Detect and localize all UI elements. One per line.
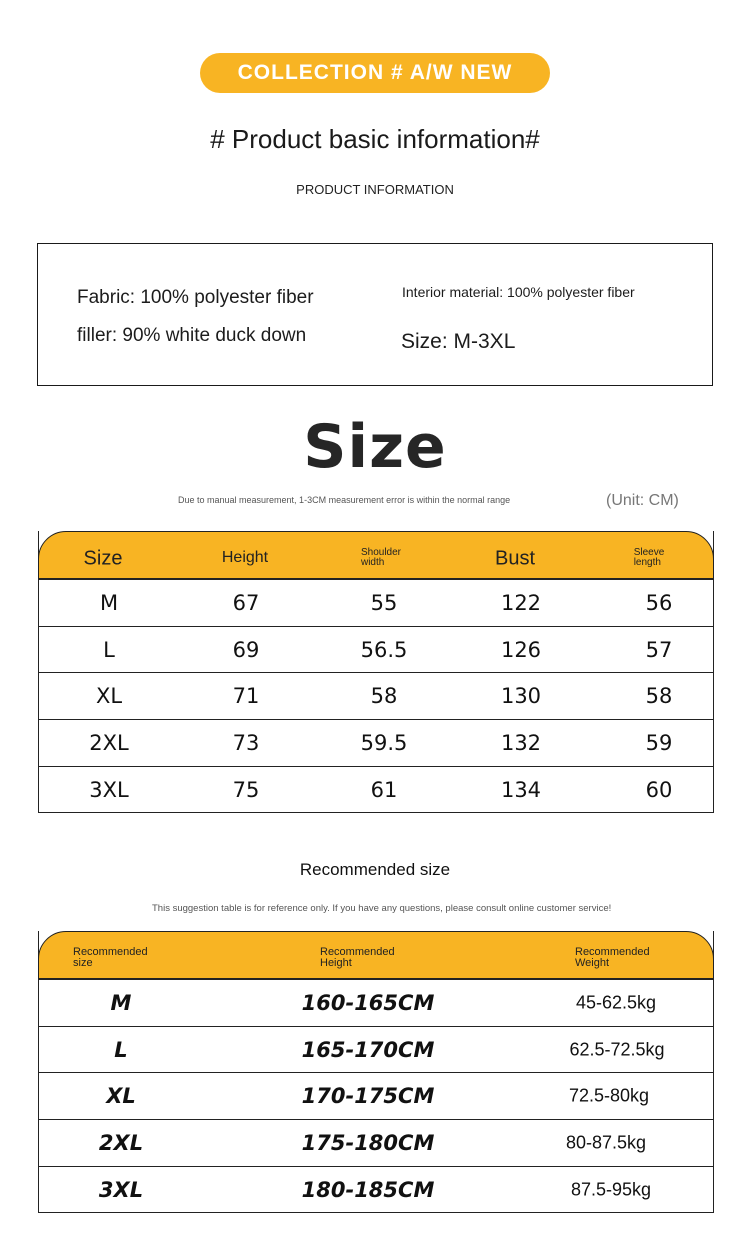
cell-bust: 132 <box>500 731 542 755</box>
cell-size: XL <box>95 684 123 708</box>
unit-label: (Unit: CM) <box>606 492 679 509</box>
cell-bust: 122 <box>500 591 542 615</box>
header-bust: Bust <box>494 547 536 570</box>
cell-height: 71 <box>232 684 260 708</box>
table-row <box>39 672 713 719</box>
cell-sleeve: 57 <box>645 638 673 662</box>
header-recommended-height <box>320 947 395 969</box>
cell-bust: 126 <box>500 638 542 662</box>
cell-rec-size: M <box>110 991 132 1015</box>
table-row <box>39 766 713 813</box>
cell-shoulder: 55 <box>370 591 398 615</box>
product-info-box <box>37 243 713 386</box>
header-sleeve-line2: length <box>633 557 661 568</box>
cell-rec-size: 3XL <box>98 1178 144 1202</box>
recommended-table-header <box>38 931 714 979</box>
cell-bust: 134 <box>500 778 542 802</box>
header-sleeve-line1: Sleeve <box>633 547 665 558</box>
cell-height: 73 <box>232 731 260 755</box>
collection-banner <box>200 53 550 93</box>
size-table-header <box>38 531 714 579</box>
header-shoulder-line2: width <box>360 557 385 568</box>
cell-sleeve: 60 <box>645 778 673 802</box>
header-rec-size-line2: size <box>73 957 93 969</box>
header-shoulder-line1: Shoulder <box>360 547 402 558</box>
table-row <box>39 1072 713 1119</box>
recommended-title: Recommended size <box>299 860 451 879</box>
header-rec-height-line2: Height <box>320 957 352 969</box>
table-row <box>39 626 713 673</box>
recommended-note: This suggestion table is for reference only. If you have any questions, please consult online customer service! <box>152 903 612 914</box>
cell-size: M <box>99 591 119 615</box>
measurement-note: Due to manual measurement, 1-3CM measurement error is within the normal range <box>178 495 511 505</box>
table-row <box>39 1119 713 1166</box>
cell-rec-height: 170-175CM <box>301 1084 435 1108</box>
interior-material-text: Interior material: 100% polyester fiber <box>402 284 635 300</box>
cell-rec-weight: 45-62.5kg <box>575 992 657 1013</box>
cell-bust: 130 <box>500 684 542 708</box>
filler-text: filler: 90% white duck down <box>77 325 307 346</box>
cell-sleeve: 58 <box>645 684 673 708</box>
cell-sleeve: 59 <box>645 731 673 755</box>
cell-rec-weight: 87.5-95kg <box>570 1179 652 1200</box>
header-rec-size-line1: Recommended <box>73 946 148 958</box>
header-shoulder-width <box>361 548 401 568</box>
cell-shoulder: 58 <box>370 684 398 708</box>
table-row <box>39 1026 713 1073</box>
cell-shoulder: 61 <box>370 778 398 802</box>
header-recommended-weight <box>575 947 650 969</box>
cell-rec-height: 175-180CM <box>301 1131 435 1155</box>
header-recommended-size <box>73 947 148 969</box>
header-rec-height-line1: Recommended <box>320 946 395 958</box>
cell-height: 67 <box>232 591 260 615</box>
cell-height: 75 <box>232 778 260 802</box>
cell-height: 69 <box>232 638 260 662</box>
collection-banner-label: COLLECTION # A/W NEW <box>237 61 513 84</box>
cell-rec-height: 160-165CM <box>301 991 435 1015</box>
product-info-subtitle: PRODUCT INFORMATION <box>296 182 454 197</box>
cell-rec-size: XL <box>106 1084 136 1108</box>
header-rec-weight-line2: Weight <box>575 957 610 969</box>
product-info-title: # Product basic information# <box>210 124 540 154</box>
cell-rec-weight: 72.5-80kg <box>568 1085 650 1106</box>
cell-rec-weight: 80-87.5kg <box>565 1132 647 1153</box>
table-row <box>39 719 713 766</box>
size-table <box>38 531 714 813</box>
header-sleeve-length <box>634 548 665 568</box>
table-row <box>39 1166 713 1213</box>
header-height: Height <box>221 549 269 566</box>
table-row <box>39 979 713 1026</box>
header-rec-weight-line1: Recommended <box>575 946 650 958</box>
table-row <box>39 579 713 626</box>
cell-rec-size: L <box>114 1038 128 1062</box>
cell-shoulder: 59.5 <box>360 731 408 755</box>
size-heading: Size <box>303 412 447 482</box>
fabric-text: Fabric: 100% polyester fiber <box>77 287 314 308</box>
size-range-text: Size: M-3XL <box>401 330 516 353</box>
cell-size: 3XL <box>89 778 129 802</box>
cell-rec-height: 165-170CM <box>301 1038 435 1062</box>
cell-shoulder: 56.5 <box>360 638 408 662</box>
cell-rec-weight: 62.5-72.5kg <box>569 1039 665 1060</box>
cell-rec-height: 180-185CM <box>301 1178 435 1202</box>
cell-rec-size: 2XL <box>98 1131 144 1155</box>
header-size: Size <box>83 547 123 570</box>
cell-size: 2XL <box>89 731 129 755</box>
cell-size: L <box>103 638 115 662</box>
cell-sleeve: 56 <box>645 591 673 615</box>
recommended-table <box>38 931 714 1213</box>
